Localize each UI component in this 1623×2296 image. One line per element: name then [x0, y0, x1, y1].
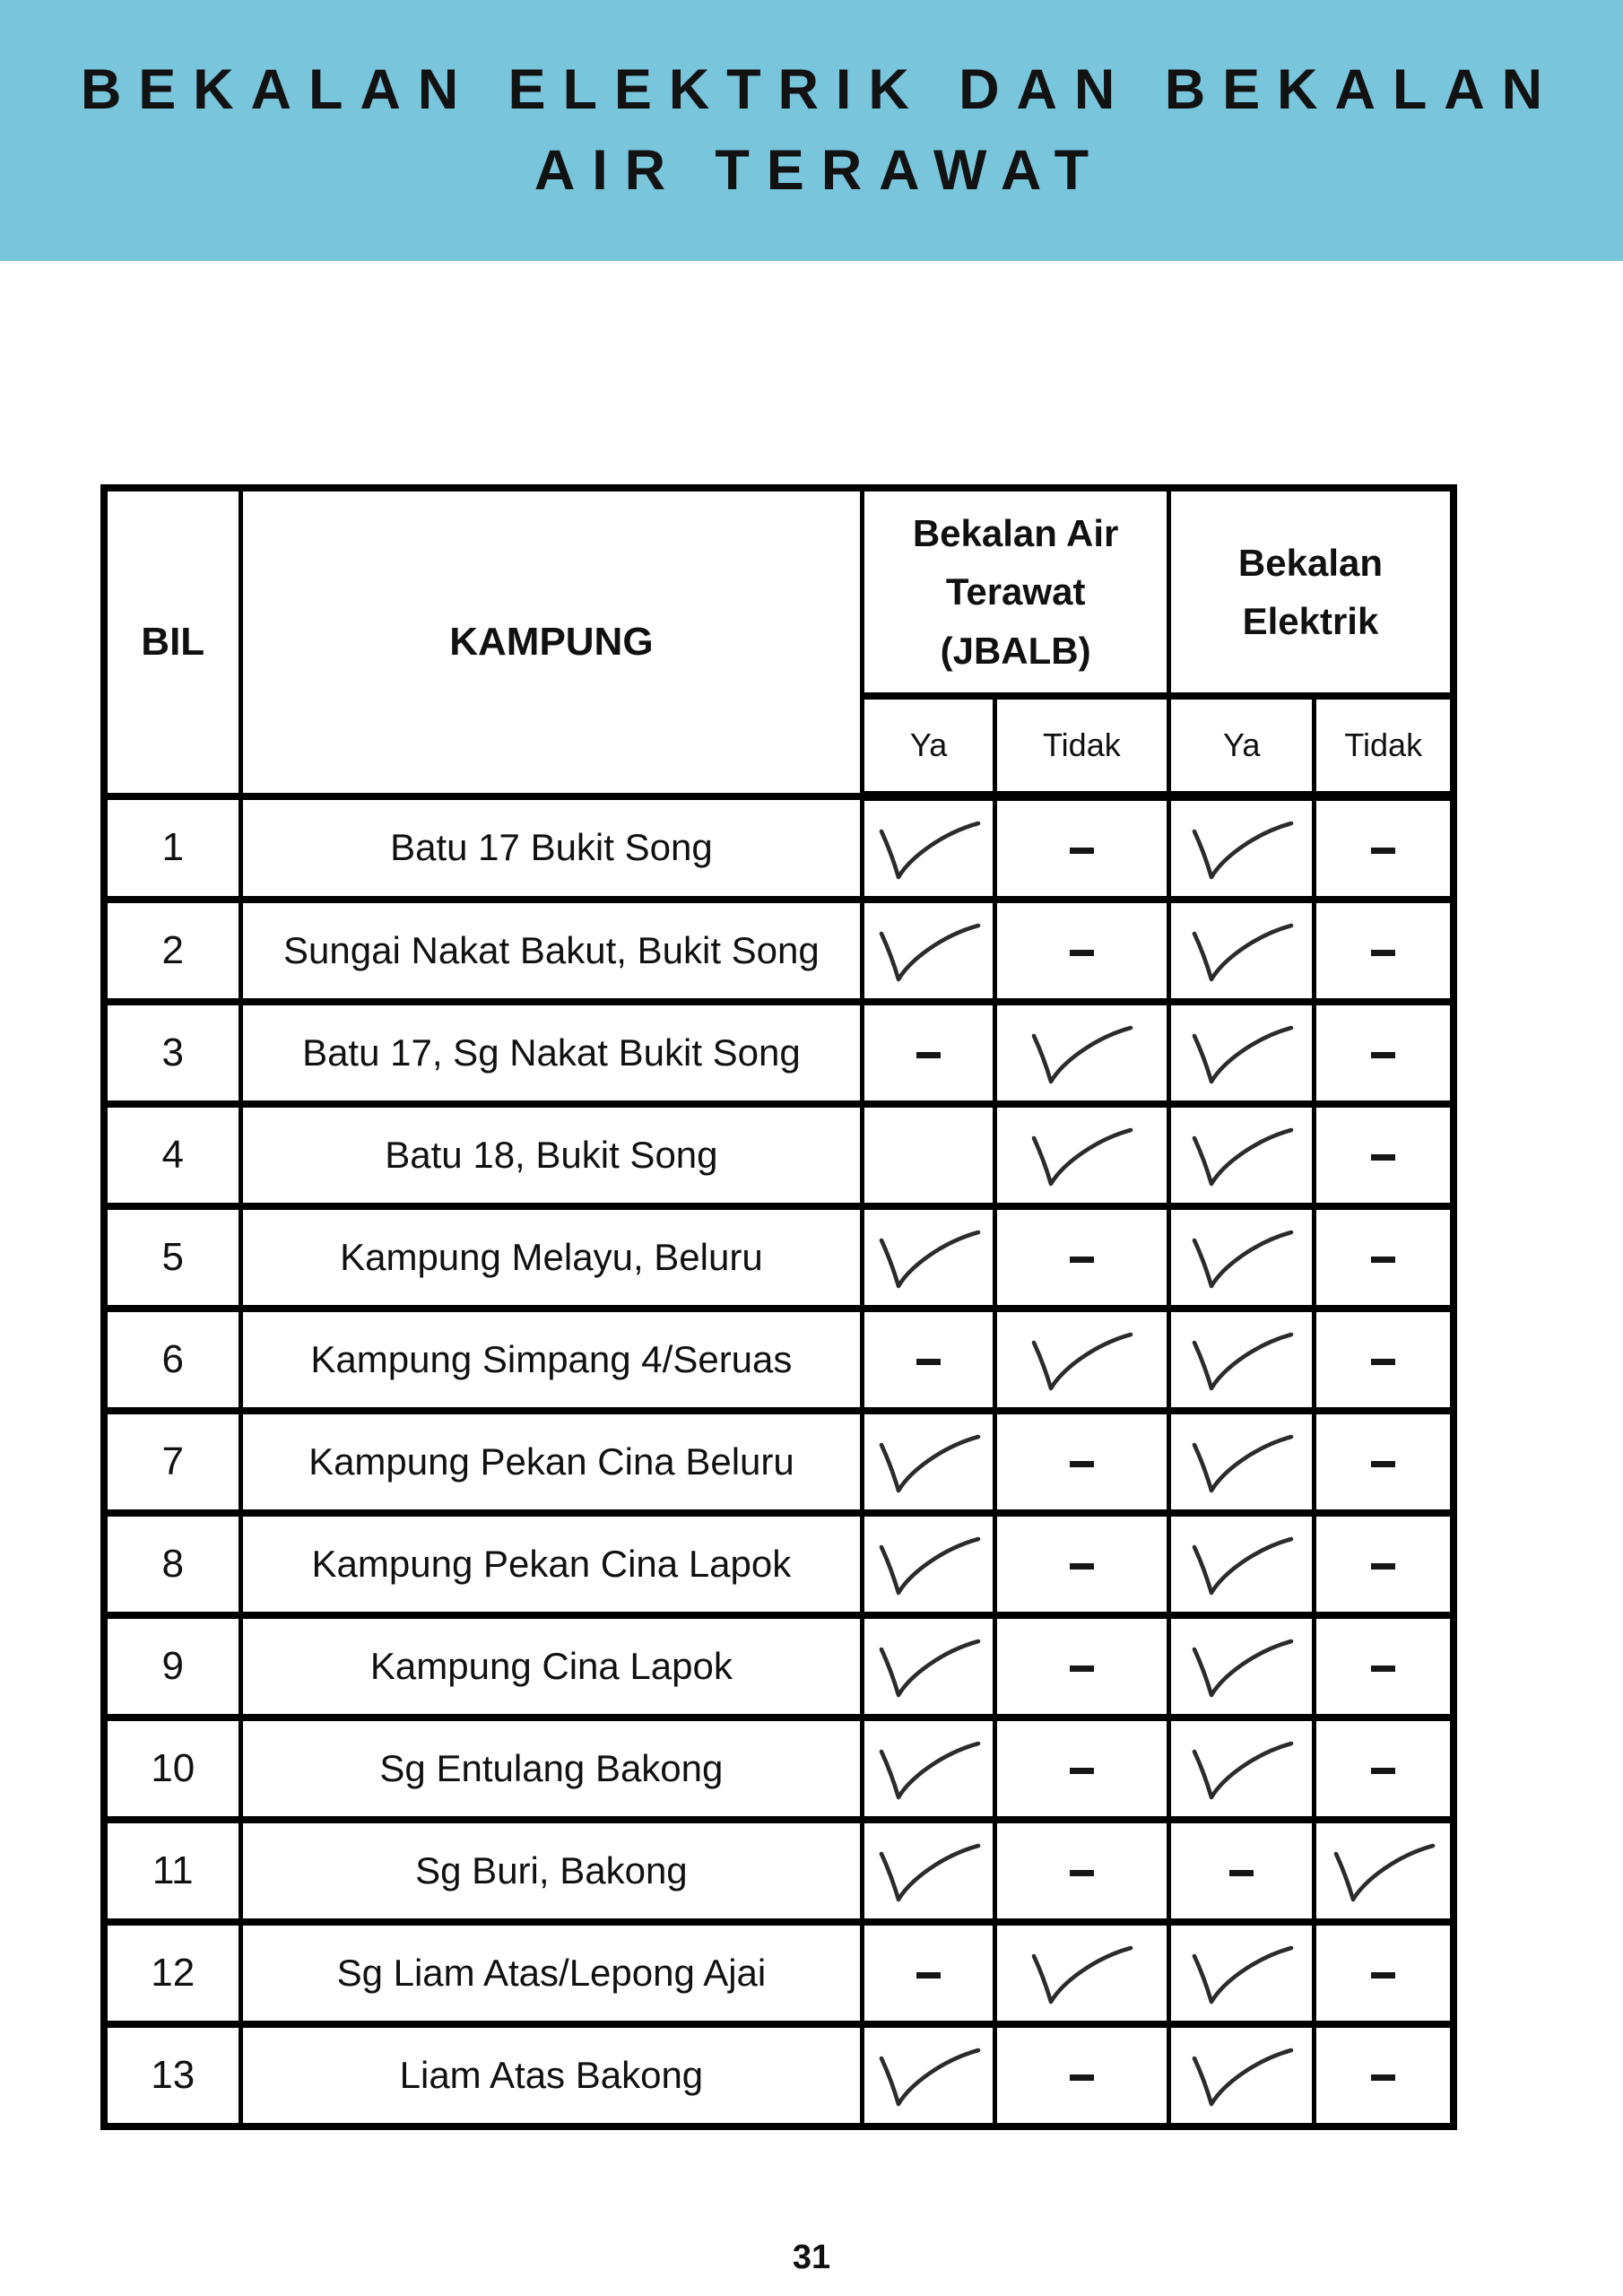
air-ya-cell: [863, 1718, 994, 1820]
elektrik-ya-cell: [1168, 1513, 1315, 1615]
table-row: [104, 1513, 1454, 1615]
elektrik-ya-cell: [1168, 1104, 1315, 1206]
kampung-name-cell: Sg Buri, Bakong: [240, 1820, 863, 1922]
elektrik-tidak-cell: [1315, 1922, 1454, 2024]
checkmark-icon: [1187, 1433, 1297, 1498]
row-number-cell: 8: [104, 1513, 240, 1615]
dash-mark: [1371, 1972, 1395, 1979]
row-number-cell: 7: [104, 1411, 240, 1513]
row-number-cell: 4: [104, 1104, 240, 1206]
row-number-cell: 11: [104, 1820, 240, 1922]
column-header-bil: BIL: [104, 488, 240, 796]
checkmark-icon: [1187, 1740, 1297, 1805]
elektrik-tidak-cell: [1315, 796, 1454, 900]
dash-mark: [1371, 1052, 1395, 1058]
subheader-elektrik-tidak: Tidak: [1315, 696, 1454, 796]
air-tidak-cell: [994, 1104, 1168, 1206]
checkmark-icon: [874, 1535, 984, 1600]
checkmark-icon: [1187, 1944, 1297, 2009]
dash-mark: [1070, 1257, 1094, 1263]
checkmark-icon: [1187, 1638, 1297, 1702]
column-header-kampung: KAMPUNG: [240, 488, 863, 796]
page-footer: [0, 2239, 1623, 2277]
table-row: [104, 900, 1454, 1002]
dash-mark: [1371, 1154, 1395, 1161]
air-ya-cell: [863, 1922, 994, 2024]
table-row: [104, 1309, 1454, 1411]
dash-mark: [1229, 1870, 1254, 1876]
column-header-bekalan-air: [863, 488, 1169, 696]
subheader-air-tidak: Tidak: [994, 696, 1168, 796]
table-row: [104, 1718, 1454, 1820]
checkmark-icon: [874, 1433, 984, 1498]
dash-mark: [1371, 950, 1395, 956]
dash-mark: [1371, 1563, 1395, 1570]
table-row: [104, 1411, 1454, 1513]
air-tidak-cell: [994, 1002, 1168, 1104]
air-ya-cell: [863, 2024, 994, 2126]
elektrik-tidak-cell: [1315, 1615, 1454, 1718]
air-ya-cell: [863, 1615, 994, 1718]
row-number-cell: 5: [104, 1206, 240, 1309]
dash-mark: [1371, 1461, 1395, 1467]
kampung-name-cell: Sg Entulang Bakong: [240, 1718, 863, 1820]
elektrik-ya-cell: [1168, 1411, 1315, 1513]
row-number-cell: 12: [104, 1922, 240, 2024]
checkmark-icon: [1027, 1944, 1136, 2009]
dash-mark: [1070, 2074, 1094, 2081]
dash-mark: [1070, 1870, 1094, 1876]
air-ya-cell: [863, 1820, 994, 1922]
dash-mark: [916, 1972, 941, 1979]
checkmark-icon: [874, 820, 984, 884]
elektrik-ya-cell: [1168, 1615, 1315, 1718]
kampung-name-cell: Kampung Pekan Cina Lapok: [240, 1513, 863, 1615]
kampung-name-cell: Kampung Cina Lapok: [240, 1615, 863, 1718]
checkmark-icon: [1187, 1229, 1297, 1293]
table-header: [104, 488, 1454, 796]
kampung-name-cell: Batu 17, Sg Nakat Bukit Song: [240, 1002, 863, 1104]
elektrik-ya-cell: [1168, 1820, 1315, 1922]
air-ya-cell: [863, 796, 994, 900]
checkmark-icon: [1329, 1842, 1438, 1907]
checkmark-icon: [1027, 1024, 1136, 1089]
elektrik-tidak-cell: [1315, 1206, 1454, 1309]
kampung-name-cell: Batu 17 Bukit Song: [240, 796, 863, 900]
table-row: [104, 796, 1454, 900]
checkmark-icon: [1187, 2047, 1297, 2111]
air-ya-cell: [863, 1206, 994, 1309]
air-ya-cell: [863, 1002, 994, 1104]
checkmark-icon: [1187, 1126, 1297, 1191]
dash-mark: [1371, 1359, 1395, 1365]
page-title-line-2: AIR TERAWAT: [534, 138, 1107, 202]
dash-mark: [1070, 1768, 1094, 1774]
checkmark-icon: [1187, 820, 1297, 884]
column-header-bekalan-elektrik-label: Bekalan Elektrik: [1237, 541, 1384, 642]
row-number-cell: 2: [104, 900, 240, 1002]
dash-mark: [1371, 848, 1395, 854]
checkmark-icon: [1187, 922, 1297, 987]
elektrik-ya-cell: [1168, 1718, 1315, 1820]
dash-mark: [1070, 950, 1094, 956]
elektrik-tidak-cell: [1315, 1718, 1454, 1820]
row-number-cell: 6: [104, 1309, 240, 1411]
page-number: 31: [792, 2239, 831, 2276]
checkmark-icon: [874, 1229, 984, 1293]
dash-mark: [1371, 2074, 1395, 2081]
kampung-name-cell: Batu 18, Bukit Song: [240, 1104, 863, 1206]
kampung-name-cell: Liam Atas Bakong: [240, 2024, 863, 2126]
elektrik-ya-cell: [1168, 1206, 1315, 1309]
table-row: [104, 1002, 1454, 1104]
column-header-bekalan-air-label: Bekalan Air Terawat (JBALB): [912, 512, 1119, 672]
elektrik-tidak-cell: [1315, 1411, 1454, 1513]
table-row: [104, 2024, 1454, 2126]
kampung-name-cell: Kampung Melayu, Beluru: [240, 1206, 863, 1309]
elektrik-tidak-cell: [1315, 1513, 1454, 1615]
air-tidak-cell: [994, 1922, 1168, 2024]
air-tidak-cell: [994, 1615, 1168, 1718]
elektrik-ya-cell: [1168, 1922, 1315, 2024]
table-row: [104, 1206, 1454, 1309]
dash-mark: [1070, 1563, 1094, 1570]
air-tidak-cell: [994, 1206, 1168, 1309]
checkmark-icon: [1187, 1331, 1297, 1396]
elektrik-ya-cell: [1168, 796, 1315, 900]
elektrik-ya-cell: [1168, 1002, 1315, 1104]
air-tidak-cell: [994, 1820, 1168, 1922]
air-tidak-cell: [994, 796, 1168, 900]
page-title-line-1: BEKALAN ELEKTRIK DAN BEKALAN: [80, 58, 1560, 122]
elektrik-tidak-cell: [1315, 1104, 1454, 1206]
checkmark-icon: [874, 1740, 984, 1805]
dash-mark: [1371, 1257, 1395, 1263]
dash-mark: [916, 1359, 941, 1365]
elektrik-tidak-cell: [1315, 1309, 1454, 1411]
row-number-cell: 13: [104, 2024, 240, 2126]
empty-cell: [863, 1104, 994, 1206]
dash-mark: [1070, 1665, 1094, 1672]
kampung-name-cell: Sg Liam Atas/Lepong Ajai: [240, 1922, 863, 2024]
air-tidak-cell: [994, 1309, 1168, 1411]
checkmark-icon: [1187, 1024, 1297, 1089]
row-number-cell: 1: [104, 796, 240, 900]
air-tidak-cell: [994, 1513, 1168, 1615]
table-body: [104, 796, 1454, 2127]
title-banner: [0, 0, 1623, 261]
air-ya-cell: [863, 1309, 994, 1411]
elektrik-tidak-cell: [1315, 1820, 1454, 1922]
dash-mark: [1371, 1665, 1395, 1672]
supply-table: [100, 484, 1457, 2130]
air-tidak-cell: [994, 900, 1168, 1002]
elektrik-tidak-cell: [1315, 2024, 1454, 2126]
checkmark-icon: [1027, 1126, 1136, 1191]
elektrik-ya-cell: [1168, 900, 1315, 1002]
air-ya-cell: [863, 1513, 994, 1615]
checkmark-icon: [874, 1638, 984, 1702]
column-header-bekalan-elektrik: [1168, 488, 1454, 696]
air-tidak-cell: [994, 2024, 1168, 2126]
elektrik-ya-cell: [1168, 2024, 1315, 2126]
subheader-air-ya: Ya: [863, 696, 994, 796]
dash-mark: [1070, 1461, 1094, 1467]
air-tidak-cell: [994, 1411, 1168, 1513]
row-number-cell: 3: [104, 1002, 240, 1104]
dash-mark: [1371, 1768, 1395, 1774]
checkmark-icon: [1027, 1331, 1136, 1396]
kampung-name-cell: Sungai Nakat Bakut, Bukit Song: [240, 900, 863, 1002]
kampung-name-cell: Kampung Pekan Cina Beluru: [240, 1411, 863, 1513]
table-row: [104, 1615, 1454, 1718]
checkmark-icon: [874, 2047, 984, 2111]
row-number-cell: 9: [104, 1615, 240, 1718]
air-tidak-cell: [994, 1718, 1168, 1820]
elektrik-tidak-cell: [1315, 900, 1454, 1002]
dash-mark: [1070, 848, 1094, 854]
elektrik-tidak-cell: [1315, 1002, 1454, 1104]
subheader-elektrik-ya: Ya: [1168, 696, 1315, 796]
checkmark-icon: [874, 922, 984, 987]
row-number-cell: 10: [104, 1718, 240, 1820]
table-row: [104, 1820, 1454, 1922]
checkmark-icon: [1187, 1535, 1297, 1600]
air-ya-cell: [863, 1411, 994, 1513]
air-ya-cell: [863, 900, 994, 1002]
kampung-name-cell: Kampung Simpang 4/Seruas: [240, 1309, 863, 1411]
dash-mark: [916, 1052, 941, 1058]
table-row: [104, 1922, 1454, 2024]
checkmark-icon: [874, 1842, 984, 1907]
elektrik-ya-cell: [1168, 1309, 1315, 1411]
table-row: [104, 1104, 1454, 1206]
